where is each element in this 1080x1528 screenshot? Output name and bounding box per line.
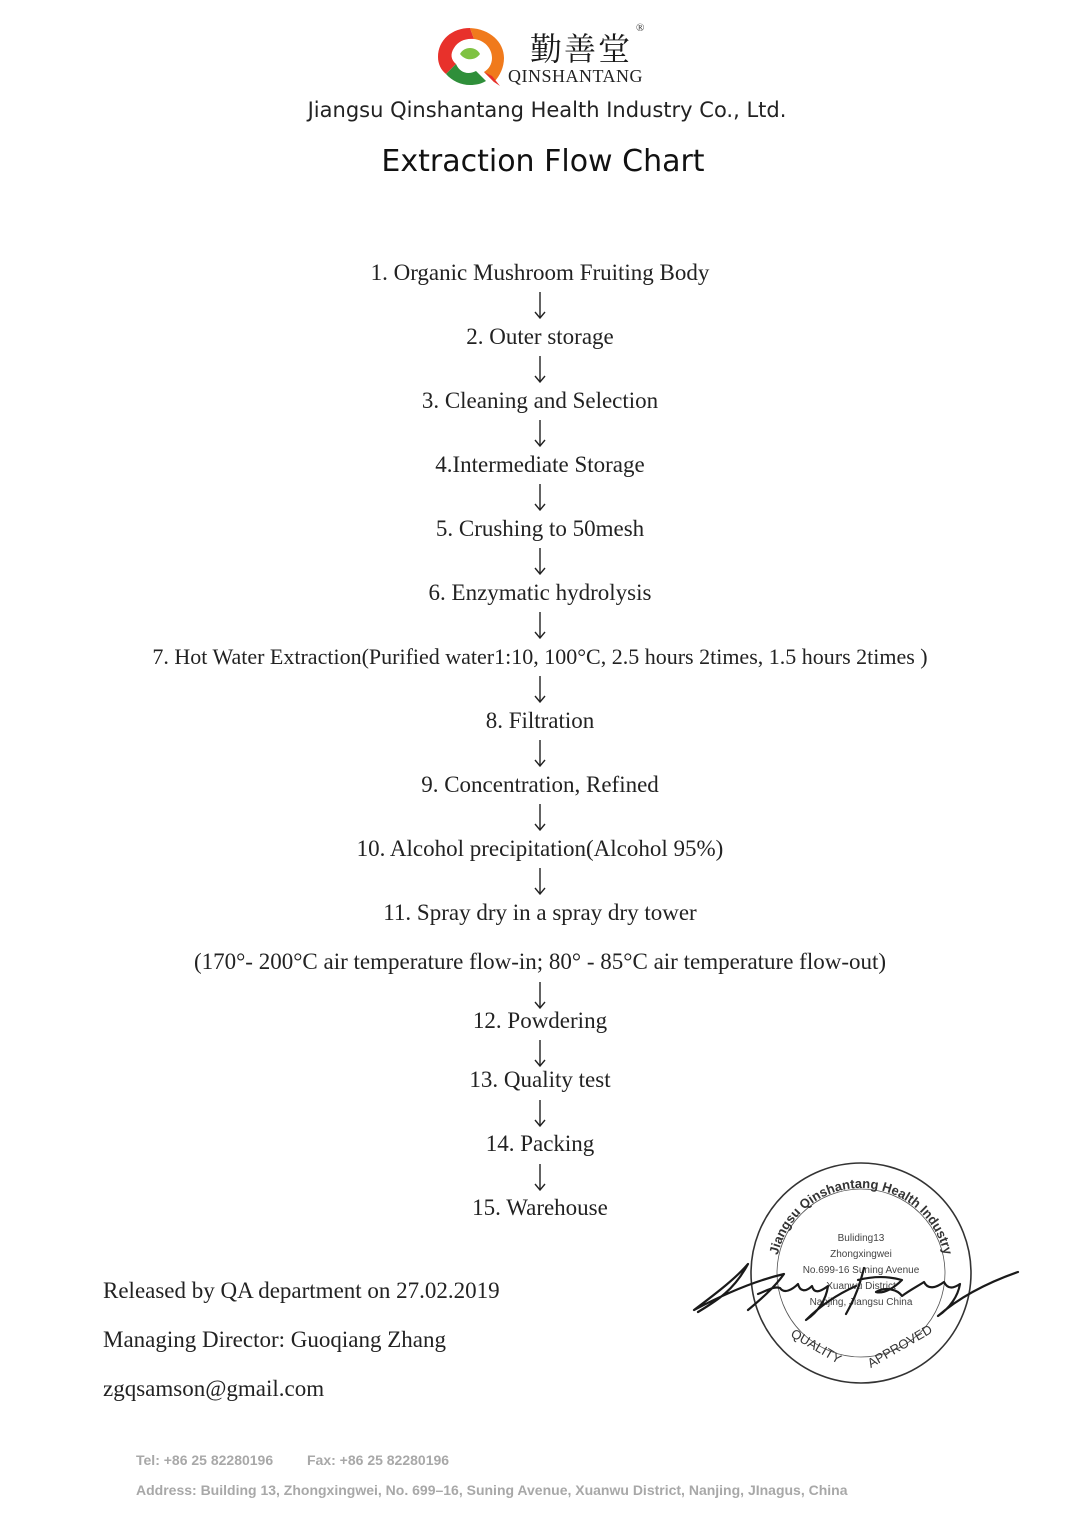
arrow-down-icon xyxy=(533,420,547,447)
arrow-down-icon xyxy=(533,804,547,831)
arrow-down-icon xyxy=(533,484,547,511)
seal-line-3: No.699-16 Suning Avenue xyxy=(802,1265,920,1276)
arrow-down-icon xyxy=(533,1164,547,1191)
seal-quality-text: QUALITY xyxy=(788,1325,845,1367)
arrow-down-icon xyxy=(533,1040,547,1067)
logo-chinese-name: 勤善堂 xyxy=(530,30,633,68)
step-13: 13. Quality test xyxy=(469,1067,611,1092)
seal-line-1: Buliding13 xyxy=(837,1233,885,1244)
company-name: Jiangsu Qinshantang Health Industry Co., Ltd. xyxy=(307,98,787,122)
step-11: 11. Spray dry in a spray dry tower xyxy=(383,900,697,925)
step-10: 10. Alcohol precipitation(Alcohol 95%) xyxy=(356,836,724,861)
step-6: 6. Enzymatic hydrolysis xyxy=(428,580,652,605)
arrow-down-icon xyxy=(533,1100,547,1127)
arrow-down-icon xyxy=(533,982,547,1009)
handwritten-signature xyxy=(688,1250,1028,1330)
logo-emblem-icon xyxy=(434,24,506,90)
contact-tel: Tel: +86 25 82280196 xyxy=(136,1452,274,1468)
contact-email: zgqsamson@gmail.com xyxy=(103,1376,325,1401)
contact-address: Address: Building 13, Zhongxingwei, No. 699–16, Suning Avenue, Xuanwu District, Nanjing, JInagus, China xyxy=(136,1482,848,1498)
company-logo xyxy=(434,20,674,92)
step-14: 14. Packing xyxy=(485,1131,595,1156)
step-1: 1. Organic Mushroom Fruiting Body xyxy=(370,260,710,285)
release-note: Released by QA department on 27.02.2019 xyxy=(103,1278,500,1303)
arrow-down-icon xyxy=(533,676,547,703)
arrow-down-icon xyxy=(533,868,547,895)
step-5: 5. Crushing to 50mesh xyxy=(435,516,645,541)
step-2: 2. Outer storage xyxy=(466,324,614,349)
step-3: 3. Cleaning and Selection xyxy=(421,388,659,413)
step-9: 9. Concentration, Refined xyxy=(421,772,659,797)
arrow-down-icon xyxy=(533,548,547,575)
step-4: 4.Intermediate Storage xyxy=(435,452,645,477)
seal-line-2: Zhongxingwei xyxy=(830,1249,892,1260)
contact-fax: Fax: +86 25 82280196 xyxy=(307,1452,450,1468)
page-title: Extraction Flow Chart xyxy=(381,144,705,179)
step-11-note: (170°- 200°C air temperature flow-in; 80° - 85°C air temperature flow-out) xyxy=(193,949,887,974)
seal-approved-text: APPROVED xyxy=(864,1321,935,1371)
registered-mark: ® xyxy=(636,22,645,34)
managing-director: Managing Director: Guoqiang Zhang xyxy=(103,1327,446,1352)
step-8: 8. Filtration xyxy=(485,708,595,733)
step-12: 12. Powdering xyxy=(472,1008,608,1033)
step-7: 7. Hot Water Extraction(Purified water1:10, 100°C, 2.5 hours 2times, 1.5 hours 2times ) xyxy=(152,644,928,669)
seal-line-5: Nanjing, Jiangsu China xyxy=(809,1297,913,1308)
step-15: 15. Warehouse xyxy=(472,1195,608,1220)
arrow-down-icon xyxy=(533,740,547,767)
arrow-down-icon xyxy=(533,292,547,319)
seal-ring-text: Jiangsu Qinshantang Health Industry xyxy=(766,1175,956,1257)
logo-english-name: QINSHANTANG xyxy=(508,66,644,86)
arrow-down-icon xyxy=(533,356,547,383)
seal-line-4: Xuanwu District xyxy=(826,1281,896,1292)
arrow-down-icon xyxy=(533,612,547,639)
